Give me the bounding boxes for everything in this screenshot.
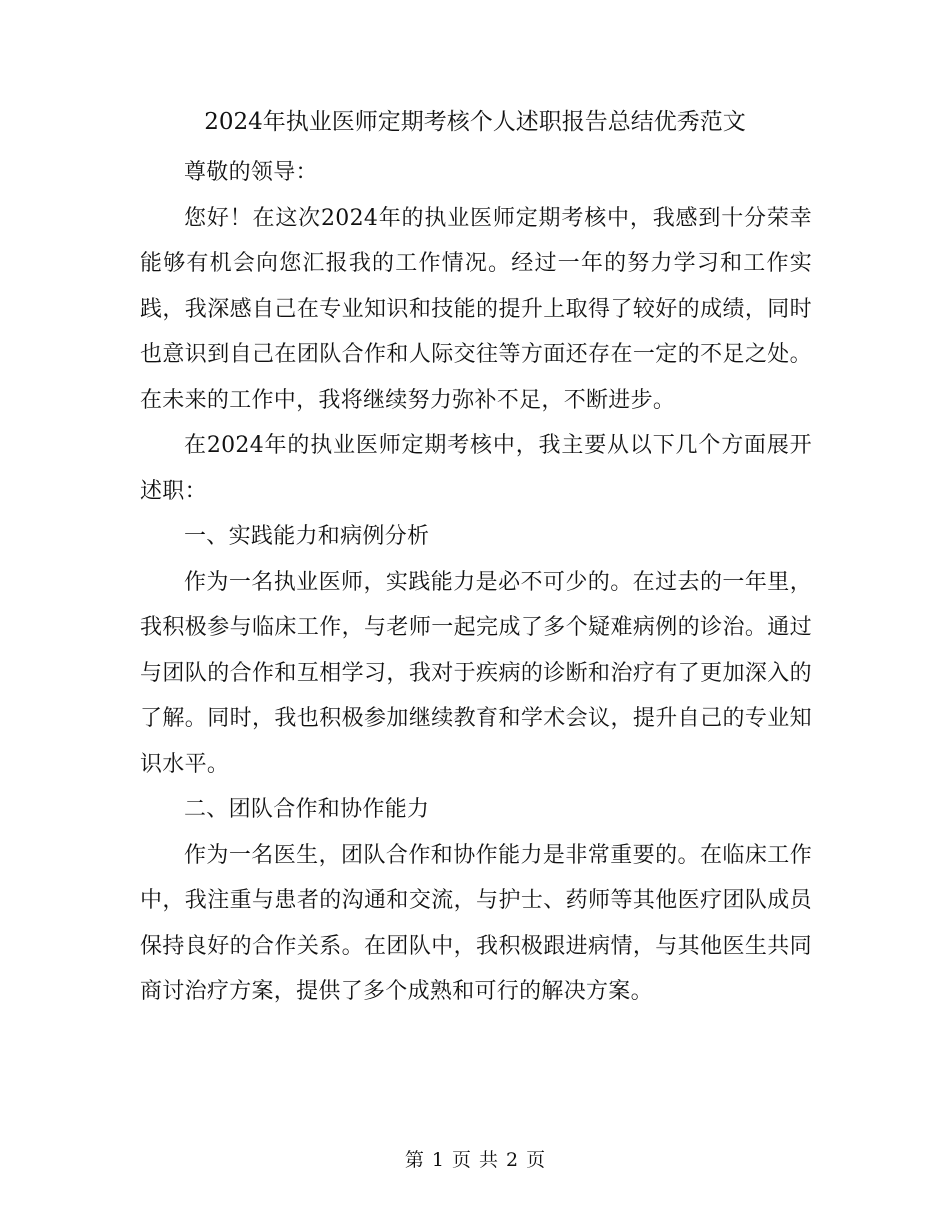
paragraph-section-2: 作为一名医生，团队合作和协作能力是非常重要的。在临床工作中，我注重与患者的沟通和交流，与护士、药师等其他医疗团队成员保持良好的合作关系。在团队中，我积极跟进病情，与其他医生共同商讨治疗方案，提供了多个成熟和可行的解决方案。	[140, 842, 812, 1004]
document-body	[140, 150, 812, 1015]
paragraph-overview: 在2024年的执业医师定期考核中，我主要从以下几个方面展开述职：	[140, 433, 812, 504]
salutation: 尊敬的领导：	[184, 160, 318, 185]
paragraph-section-1: 作为一名执业医师，实践能力是必不可少的。在过去的一年里，我积极参与临床工作，与老师一起完成了多个疑难病例的诊治。通过与团队的合作和互相学习，我对于疾病的诊断和治疗有了更加深入的了解。同时，我也积极参加继续教育和学术会议，提升自己的专业知识水平。	[140, 569, 812, 777]
section-heading-2: 二、团队合作和协作能力	[184, 797, 430, 822]
page-footer: 第 1 页 共 2 页	[404, 1149, 546, 1171]
section-heading-1: 一、实践能力和病例分析	[184, 524, 430, 549]
paragraph-intro: 您好！在这次2024年的执业医师定期考核中，我感到十分荣幸能够有机会向您汇报我的工作情况。经过一年的努力学习和工作实践，我深感自己在专业知识和技能的提升上取得了较好的成绩，同时也意识到自己在团队合作和人际交往等方面还存在一定的不足之处。在未来的工作中，我将继续努力弥补不足，不断进步。	[140, 205, 812, 413]
document-title: 2024年执业医师定期考核个人述职报告总结优秀范文	[204, 109, 746, 135]
